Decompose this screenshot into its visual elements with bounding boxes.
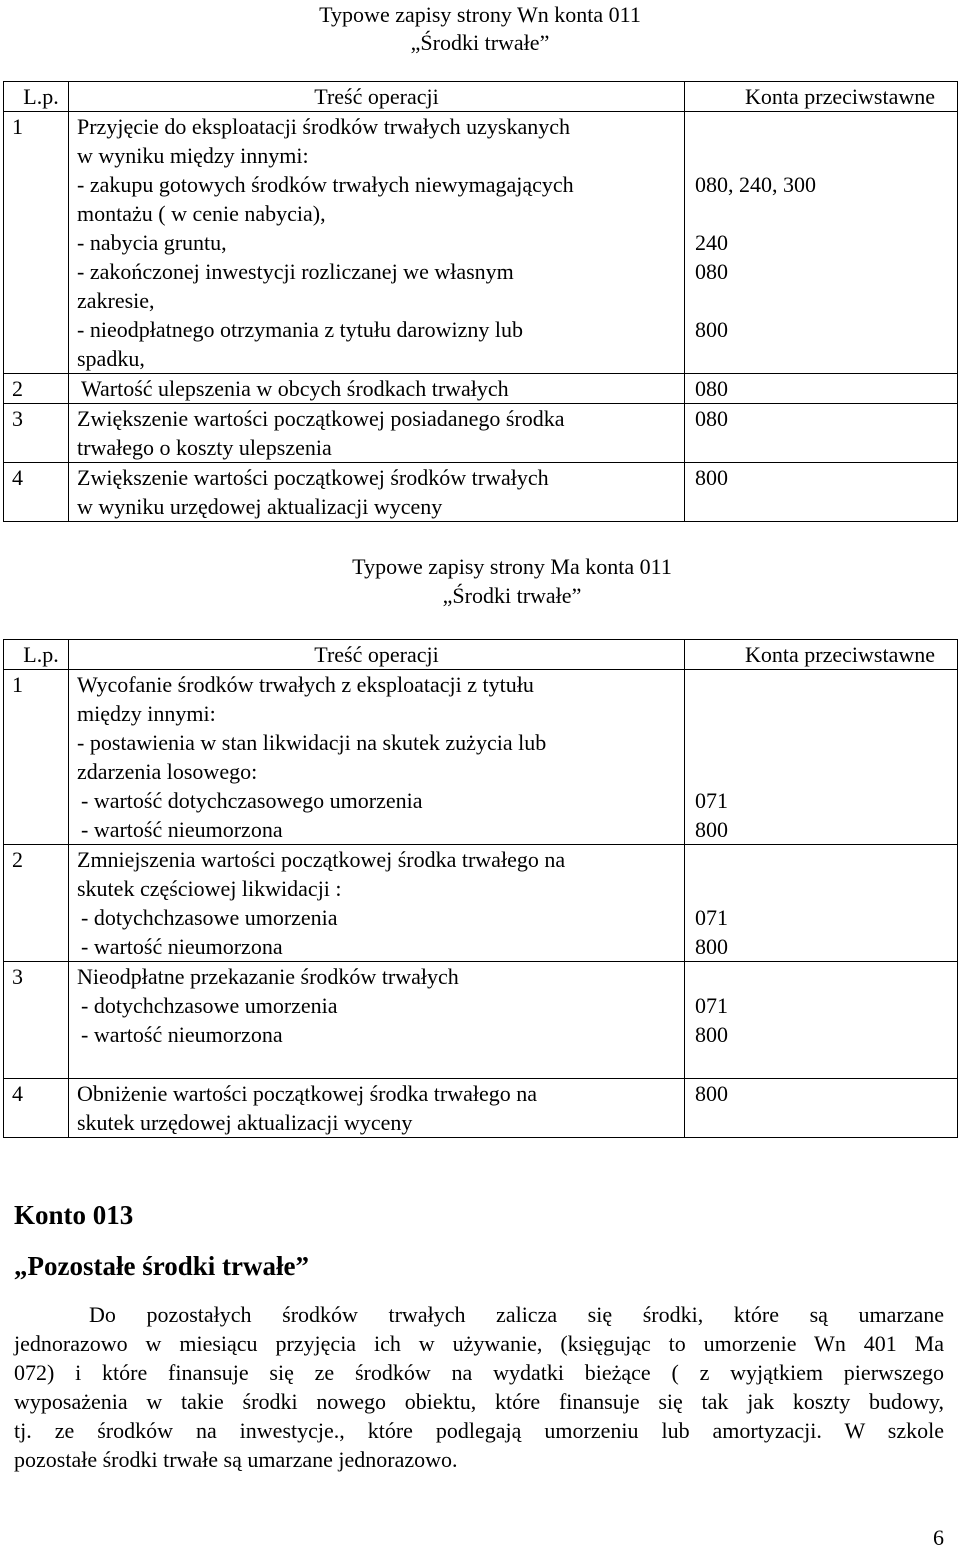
wn-operations-table xyxy=(3,81,958,522)
description-line: - wartość nieumorzona xyxy=(81,1022,283,1047)
account-value xyxy=(685,757,957,786)
table-row xyxy=(4,845,958,962)
description-line: montażu ( w cenie nabycia), xyxy=(77,201,326,226)
description-line: trwałego o koszty ulepszenia xyxy=(77,435,332,460)
account-value xyxy=(685,962,957,991)
content-header: Treść operacji xyxy=(69,82,685,112)
counter-accounts xyxy=(685,463,958,522)
paragraph-line: 072) i które finansuje się ze środków na wydatki bieżące ( z wyjątkiem pierwszego xyxy=(14,1360,944,1385)
accounts-header: Konta przeciwstawne xyxy=(685,640,958,670)
description-line: - postawienia w stan likwidacji na skutek zużycia lub xyxy=(77,730,547,755)
table-row xyxy=(4,962,958,1079)
counter-accounts xyxy=(685,404,958,463)
content-header: Treść operacji xyxy=(69,640,685,670)
description-line: skutek częściowej likwidacji : xyxy=(77,876,342,901)
description-line: - wartość nieumorzona xyxy=(81,817,283,842)
account-value: 080 xyxy=(695,376,728,401)
counter-accounts xyxy=(685,112,958,374)
account-value: 240 xyxy=(695,230,728,255)
row-number: 2 xyxy=(4,374,69,404)
description-line: - wartość dotychczasowego umorzenia xyxy=(81,788,423,813)
lp-header: L.p. xyxy=(4,640,69,670)
account-value xyxy=(685,699,957,728)
account-value xyxy=(685,670,957,699)
account-value: 080 xyxy=(695,406,728,431)
counter-accounts xyxy=(685,670,958,845)
description-line xyxy=(69,1049,684,1078)
operation-description xyxy=(69,670,685,845)
counter-accounts xyxy=(685,845,958,962)
counter-accounts xyxy=(685,1079,958,1138)
operation-description xyxy=(69,463,685,522)
description-line: między innymi: xyxy=(77,701,216,726)
counter-accounts xyxy=(685,374,958,404)
description-line: - zakupu gotowych środków trwałych niewymagających xyxy=(77,172,574,197)
row-number: 4 xyxy=(4,1079,69,1138)
description-line: Zwiększenie wartości początkowej środków trwałych xyxy=(77,465,549,490)
account-value: 800 xyxy=(695,1022,728,1047)
row-number: 4 xyxy=(4,463,69,522)
wn-title-line1: Typowe zapisy strony Wn konta 011 xyxy=(319,2,641,27)
description-line: - dotychchzasowe umorzenia xyxy=(81,993,338,1018)
account-value: 071 xyxy=(695,905,728,930)
counter-accounts xyxy=(685,962,958,1079)
wn-title-line2: „Środki trwałe” xyxy=(410,30,550,55)
ma-operations-table xyxy=(3,639,958,1138)
table-row xyxy=(4,1079,958,1138)
account-value xyxy=(685,874,957,903)
operation-description xyxy=(69,1079,685,1138)
operation-description xyxy=(69,845,685,962)
description-line: - nieodpłatnego otrzymania z tytułu darowizny lub xyxy=(77,317,523,342)
row-number: 3 xyxy=(4,404,69,463)
lp-header: L.p. xyxy=(4,82,69,112)
table-row xyxy=(4,404,958,463)
description-line: Zwiększenie wartości początkowej posiadanego środka xyxy=(77,406,565,431)
page-number: 6 xyxy=(933,1525,944,1550)
description-line: skutek urzędowej aktualizacji wyceny xyxy=(77,1110,413,1135)
row-number: 2 xyxy=(4,845,69,962)
table-header-row xyxy=(4,82,958,112)
description-line: Wycofanie środków trwałych z eksploatacji z tytułu xyxy=(77,672,534,697)
table-header-row xyxy=(4,640,958,670)
account-value: 800 xyxy=(695,817,728,842)
description-line: - wartość nieumorzona xyxy=(81,934,283,959)
description-line: Zmniejszenia wartości początkowej środka trwałego na xyxy=(77,847,566,872)
description-line: Nieodpłatne przekazanie środków trwałych xyxy=(77,964,459,989)
konto-013-paragraph xyxy=(14,1300,944,1474)
description-line: Przyjęcie do eksploatacji środków trwałych uzyskanych xyxy=(77,114,571,139)
account-value xyxy=(685,112,957,141)
table-row xyxy=(4,374,958,404)
paragraph-line: pozostałe środki trwałe są umarzane jednorazowo. xyxy=(14,1447,458,1472)
account-value xyxy=(685,286,957,315)
operation-description xyxy=(69,374,685,404)
paragraph-line: jednorazowo w miesiącu przyjęcia ich w używanie, (księgując to umorzenie Wn 401 Ma xyxy=(14,1331,944,1356)
row-number: 1 xyxy=(4,112,69,374)
description-line: spadku, xyxy=(77,346,145,371)
account-value xyxy=(685,492,957,521)
account-value xyxy=(685,728,957,757)
account-value xyxy=(685,141,957,170)
ma-title-line2: „Środki trwałe” xyxy=(442,583,582,608)
account-value xyxy=(685,1049,957,1078)
account-value: 800 xyxy=(695,934,728,959)
paragraph-line: Do pozostałych środków trwałych zalicza się środki, które są umarzane xyxy=(89,1302,944,1327)
description-line: - nabycia gruntu, xyxy=(77,230,227,255)
konto-013-heading: Konto 013 xyxy=(14,1200,134,1230)
row-number: 3 xyxy=(4,962,69,1079)
account-value xyxy=(685,199,957,228)
row-number: 1 xyxy=(4,670,69,845)
operation-description xyxy=(69,404,685,463)
account-value: 071 xyxy=(695,993,728,1018)
account-value: 080, 240, 300 xyxy=(695,172,816,197)
operation-description xyxy=(69,112,685,374)
accounts-header: Konta przeciwstawne xyxy=(685,82,958,112)
description-line: zdarzenia losowego: xyxy=(77,759,258,784)
paragraph-line: wyposażenia w takie środki nowego obiektu, które finansuje się tak jak koszty budowy, xyxy=(14,1389,944,1414)
description-line: Wartość ulepszenia w obcych środkach trwałych xyxy=(81,376,509,401)
table-row xyxy=(4,112,958,374)
description-line: w wyniku urzędowej aktualizacji wyceny xyxy=(77,494,443,519)
konto-013-subheading: „Pozostałe środki trwałe” xyxy=(14,1251,309,1281)
paragraph-line: tj. ze środków na inwestycje., które podlegają umorzeniu lub amortyzacji. W szkole xyxy=(14,1418,944,1443)
description-line: - zakończonej inwestycji rozliczanej we własnym xyxy=(77,259,514,284)
account-value: 800 xyxy=(695,465,728,490)
table-row xyxy=(4,463,958,522)
account-value xyxy=(685,433,957,462)
description-line: Obniżenie wartości początkowej środka trwałego na xyxy=(77,1081,537,1106)
description-line: - dotychchzasowe umorzenia xyxy=(81,905,338,930)
operation-description xyxy=(69,962,685,1079)
account-value: 080 xyxy=(695,259,728,284)
ma-title-line1: Typowe zapisy strony Ma konta 011 xyxy=(352,554,672,579)
description-line: w wyniku między innymi: xyxy=(77,143,309,168)
account-value: 800 xyxy=(695,317,728,342)
account-value xyxy=(685,1108,957,1137)
description-line: zakresie, xyxy=(77,288,155,313)
account-value: 071 xyxy=(695,788,728,813)
table-row xyxy=(4,670,958,845)
account-value xyxy=(685,344,957,373)
account-value xyxy=(685,845,957,874)
account-value: 800 xyxy=(695,1081,728,1106)
